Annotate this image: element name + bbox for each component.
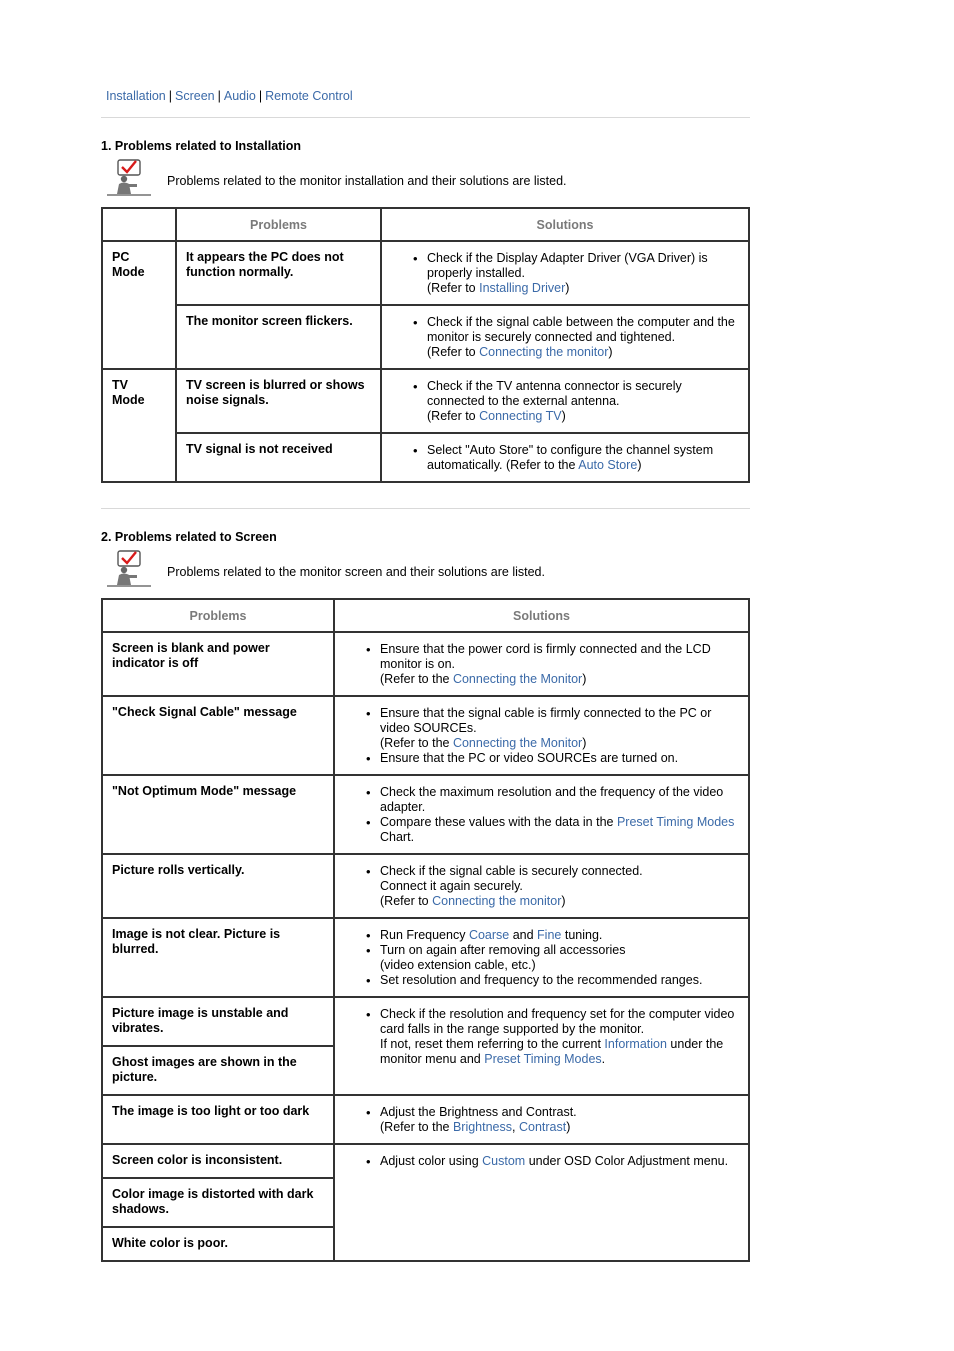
mode-cell-pc: PC Mode [102,241,176,369]
solution-cell [381,369,749,433]
divider [101,508,750,509]
list-item: • Turn on again after removing all accessories (video extension cable, etc.) [380,943,739,973]
solution-cell [381,433,749,482]
link-preset-timing-modes[interactable]: Preset Timing Modes [616,815,735,829]
table-row [102,433,749,482]
solution-cell [381,241,749,305]
list-item: • Ensure that the signal cable is firmly connected to the PC or video SOURCEs. (Refer to the Connecting the Monitor) [380,706,739,751]
problem-cell: TV screen is blurred or shows noise signals. [176,369,381,433]
list-item: • Run Frequency Coarse and Fine tuning. [380,928,739,943]
table-header-row [102,599,749,632]
table-row [102,1095,749,1144]
nav-link-remote-control[interactable]: Remote Control [265,89,353,103]
link-fine[interactable]: Fine [537,928,562,942]
link-custom[interactable]: Custom [482,1154,526,1168]
checklist-person-icon [107,549,151,587]
problem-cell: The image is too light or too dark [102,1095,334,1144]
solution-cell [334,1095,749,1144]
list-item: • Adjust color using Custom under OSD Color Adjustment menu. [380,1154,739,1169]
table-row [102,1144,749,1178]
link-connecting-tv[interactable]: Connecting TV [479,409,562,423]
list-item: • Check if the resolution and frequency set for the computer video card falls in the range supported by the monitor. If not, reset them referring to the current Information under the monitor menu and Preset Timing Modes. [380,1007,739,1067]
section-note: Problems related to the monitor screen and their solutions are listed. [167,565,545,579]
list-item: • Check the maximum resolution and the frequency of the video adapter. [380,785,739,815]
link-brightness[interactable]: Brightness [452,1120,513,1134]
problem-cell: White color is poor. [102,1227,334,1261]
list-item: • Ensure that the PC or video SOURCEs are turned on. [380,751,739,766]
problem-cell: TV signal is not received [176,433,381,482]
header-empty [102,208,176,241]
table-row [102,918,749,997]
list-item: • Select "Auto Store" to configure the channel system automatically. (Refer to the Auto Store) [427,443,739,473]
table-row [102,696,749,775]
solution-cell [334,997,749,1095]
link-contrast[interactable]: Contrast [518,1120,567,1134]
table-row [102,369,749,433]
link-preset-timing-modes[interactable]: Preset Timing Modes [484,1052,602,1066]
table-row [102,775,749,854]
list-item: • Set resolution and frequency to the recommended ranges. [380,973,739,988]
nav-link-screen[interactable]: Screen [175,89,215,103]
problem-cell: Screen color is inconsistent. [102,1144,334,1178]
nav-separator: | [258,89,263,103]
top-nav [106,89,353,103]
problem-cell: Image is not clear. Picture is blurred. [102,918,334,997]
problem-cell: Picture rolls vertically. [102,854,334,918]
table-row [102,305,749,369]
list-item: • Adjust the Brightness and Contrast. (Refer to the Brightness, Contrast) [380,1105,739,1135]
header-problems: Problems [102,599,334,632]
list-item: • Check if the signal cable between the computer and the monitor is securely connected and tightened. (Refer to Connecting the monitor) [427,315,739,360]
solution-cell [334,632,749,696]
header-solutions: Solutions [334,599,749,632]
problem-cell: Ghost images are shown in the picture. [102,1046,334,1095]
solution-cell [334,1144,749,1261]
screen-problems-table [101,598,750,1262]
list-item: • Check if the signal cable is securely connected. Connect it again securely. (Refer to Connecting the monitor) [380,864,739,909]
link-coarse[interactable]: Coarse [468,928,510,942]
link-auto-store[interactable]: Auto Store [578,458,638,472]
table-row [102,632,749,696]
solution-cell [381,305,749,369]
section-note: Problems related to the monitor installation and their solutions are listed. [167,174,567,188]
section-title-installation: 1. Problems related to Installation [101,139,302,153]
problem-cell: "Not Optimum Mode" message [102,775,334,854]
problem-cell: It appears the PC does not function normally. [176,241,381,305]
list-item: • Compare these values with the data in the Preset Timing Modes Chart. [380,815,739,845]
table-header-row [102,208,749,241]
header-solutions: Solutions [381,208,749,241]
section-title-screen: 2. Problems related to Screen [101,530,277,544]
link-connecting-the-monitor[interactable]: Connecting the Monitor [452,672,583,686]
solution-cell [334,854,749,918]
link-information[interactable]: Information [604,1037,667,1051]
solution-cell [334,696,749,775]
link-connecting-the-monitor[interactable]: Connecting the Monitor [452,736,583,750]
list-item: • Ensure that the power cord is firmly connected and the LCD monitor is on. (Refer to the Connecting the Monitor) [380,642,739,687]
problem-cell: The monitor screen flickers. [176,305,381,369]
header-problems: Problems [176,208,381,241]
checklist-person-icon [107,158,151,196]
mode-cell-tv: TV Mode [102,369,176,482]
divider [101,117,750,118]
nav-link-audio[interactable]: Audio [223,89,256,103]
nav-separator: | [168,89,173,103]
problem-cell: Color image is distorted with dark shadows. [102,1178,334,1227]
link-installing-driver[interactable]: Installing Driver [479,281,566,295]
nav-separator: | [217,89,221,103]
table-row [102,854,749,918]
problem-cell: Picture image is unstable and vibrates. [102,997,334,1046]
table-row [102,241,749,305]
link-connecting-the-monitor[interactable]: Connecting the monitor [479,345,609,359]
nav-link-installation[interactable]: Installation [106,89,166,103]
solution-cell [334,775,749,854]
list-item: • Check if the TV antenna connector is securely connected to the external antenna. (Refer to Connecting TV) [427,379,739,424]
solution-cell [334,918,749,997]
problem-cell: "Check Signal Cable" message [102,696,334,775]
problem-cell: Screen is blank and power indicator is off [102,632,334,696]
table-row [102,997,749,1046]
installation-problems-table [101,207,750,483]
link-connecting-the-monitor[interactable]: Connecting the monitor [432,894,562,908]
list-item: • Check if the Display Adapter Driver (VGA Driver) is properly installed. (Refer to Installing Driver) [427,251,739,296]
